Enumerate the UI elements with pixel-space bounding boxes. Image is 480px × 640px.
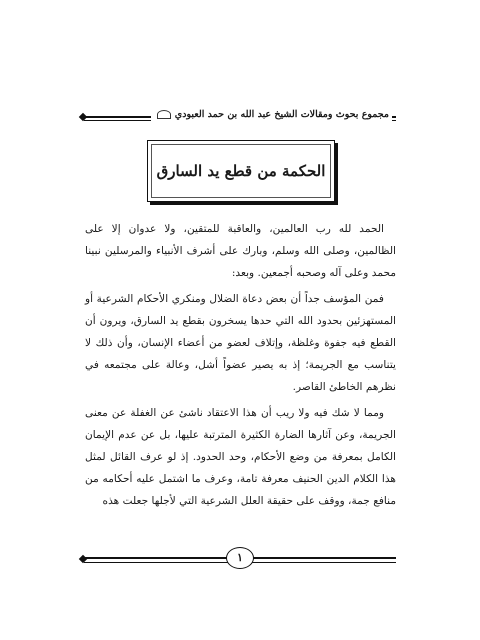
body-text <box>85 218 396 516</box>
header-title-text: مجموع بحوث ومقالات الشيخ عبد الله بن حمد العبودي <box>174 109 389 120</box>
header-title <box>151 108 392 122</box>
section-title-frame <box>147 140 335 202</box>
honorific-seal-icon <box>157 110 171 119</box>
paragraph-3: ومما لا شك فيه ولا ريب أن هذا الاعتقاد ناشئ عن الغفلة عن معنى الجريمة، وعن آثارها الضارة الكثيرة المترتبة عليها، بل عن عدم الإيمان الكامل بمعرفة من وضع الأحكام، وحد الحدود. إذ لو عرف القائل لمثل هذا الكلام الدين الحنيف معرفة تامة، وعرف ما اشتمل عليه أحكامه من منافع جمة، ووقف على حقيقة العلل الشرعية التي لأجلها جعلت هذه <box>85 407 396 507</box>
paragraph-2: فمن المؤسف جداً أن بعض دعاة الضلال ومنكري الأحكام الشرعية أو المستهزئين بحدود الله التي حدها يسخرون بقطع يد السارق، ويرون أن القطع فيه جفوة وغلظة، وإتلاف لعضو من أعضاء الإنسان، وأن ذلك لا يتناسب مع الجريمة؛ إذ به يصير عضواً أشل، وعالة على مجتمعه في نظرهم الخاطئ القاصر. <box>85 293 396 393</box>
section-title: الحكمة من قطع يد السارق <box>156 162 326 180</box>
paragraph-1: الحمد لله رب العالمين، والعاقبة للمتقين، ولا عدوان إلا على الظالمين، وصلى الله وسلم، وبارك على أشرف الأنبياء والمرسلين نبينا محمد وعلى آله وصحبه أجمعين. وبعد: <box>85 223 396 279</box>
running-header <box>84 108 396 122</box>
page-number: ١ <box>226 547 254 569</box>
